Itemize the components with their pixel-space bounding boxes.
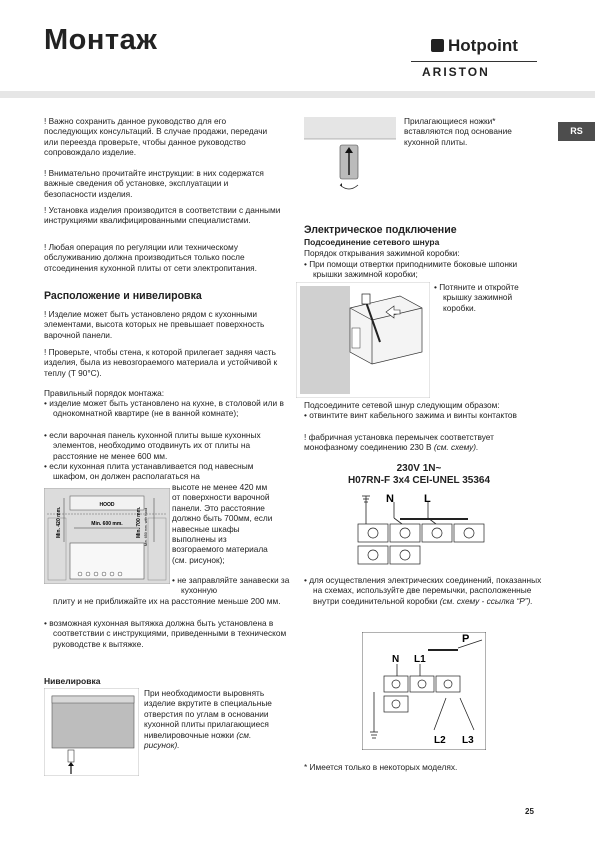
para-keep-manual: ! Важно сохранить данное руководство для его последующих консультаций. В случае продажи, передачи или переезда проверьте, чтобы данное руководство сопровождало изделие.: [44, 116, 268, 158]
language-tab[interactable]: RS: [558, 122, 595, 141]
fig-hood-label: HOOD: [99, 502, 115, 508]
wiring-l1-label: L1: [414, 654, 426, 665]
subtitle-cord: Подсоединение сетевого шнура: [304, 237, 440, 247]
subtitle-leveling: Нивелировка: [44, 676, 101, 686]
fig-min700-label: Min. 700 mm.: [136, 506, 142, 538]
fig-min420-label: Min. 420 mm.: [56, 506, 62, 538]
wiring-n2-label: N: [392, 654, 400, 665]
bullet-screwdriver: • При помощи отвертки приподнимите боковые шпонки крышки зажимной коробки;: [304, 259, 518, 280]
leveling-figure: [44, 688, 139, 776]
wiring-diagram-jumpers: [362, 632, 486, 750]
header-bar: [0, 91, 595, 98]
brand-subname: ARISTON: [422, 65, 490, 79]
bullet-hood: • возможная кухонная вытяжка должна быть установлена в соответствии с инструкциями, приведенными в техническом руководстве к вытяжке.: [44, 618, 287, 649]
para-disconnect: ! Любая операция по регуляции или техническому обслуживанию должна производиться только после отсоединения кухонной плиты от сети электропитания.: [44, 242, 257, 273]
wiring-l-label: L: [424, 493, 431, 505]
para-open-box: Порядок открывания зажимной коробки:: [304, 248, 460, 258]
fig-min600-label: Min. 600 mm.: [91, 521, 123, 527]
legs-figure: [304, 117, 396, 195]
bullet-unscrew: • отвинтите винт кабельного зажима и винты контактов: [304, 410, 517, 420]
para-legs: Прилагающиеся ножки* вставляются под основание кухонной плиты.: [404, 116, 512, 147]
wiring-diagram-single-phase: [348, 488, 498, 572]
jumpers-text: • для осуществления электрических соединений, показанных на схемах, используйте две перемычки, расположенные внутри соединительной коробки: [304, 575, 542, 606]
footnote: * Имеется только в некоторых моделях.: [304, 762, 458, 772]
fig-min650-label: Min. 650 mm. with hood: [144, 507, 148, 546]
factory-text: ! фабричная установка перемычек соответствует монофазному соединению 230 В: [304, 432, 494, 453]
para-leveling: [144, 688, 278, 750]
wiring-l2-label: L2: [434, 735, 446, 746]
bullet-cabinet: • если кухонная плита устанавливается под навесным шкафом, он должен располагаться на: [44, 461, 254, 482]
para-read-instructions: ! Внимательно прочитайте инструкции: в них содержатся важные сведения об установке, эксплуатации и безопасности изделия.: [44, 168, 264, 199]
page-number: 25: [525, 807, 534, 816]
section-title-positioning: Расположение и нивелировка: [44, 290, 202, 302]
para-order: Правильный порядок монтажа:: [44, 388, 165, 398]
bullet-distance: • если варочная панель кухонной плиты выше кухонных элементов, необходимо отодвинуть их от плиты на расстояние не менее 600 мм.: [44, 430, 261, 461]
bullet-jumpers: [304, 575, 543, 606]
para-next-to-units: ! Изделие может быть установлено рядом с кухонными элементами, высота которых не превышает поверхность варочной панели.: [44, 309, 265, 340]
brand-divider: [411, 61, 537, 62]
bullet-pull-cover: • Потяните и откройте крышку зажимной коробки.: [434, 282, 519, 313]
para-cabinet-height: высоте не менее 420 мм от поверхности варочной панели. Это расстояние должно быть 700мм, если навесные шкафы выполнены из возгораемого материала (см. рисунок);: [172, 482, 273, 565]
brand-mark-icon: [431, 39, 444, 52]
brand-name: Hotpoint: [448, 36, 518, 55]
para-curtains-cont: плиту и не приближайте их на расстояние меньше 200 мм.: [53, 596, 281, 606]
bullet-room: • изделие может быть установлено на кухне, в столовой или в однокомнатной квартире (не в ванной комнате);: [44, 398, 284, 419]
installation-figure: [44, 488, 170, 584]
leveling-ref: (см. рисунок).: [144, 729, 252, 751]
wiring-l3-label: L3: [462, 735, 474, 746]
page-title: Монтаж: [44, 24, 158, 56]
wiring-n-label: N: [386, 493, 394, 505]
para-factory-setting: [304, 432, 534, 453]
bullet-curtains: • не заправляйте занавески за кухонную: [172, 575, 290, 596]
cable-label: H07RN-F 3x4 CEI-UNEL 35364: [347, 475, 491, 486]
voltage-label: 230V 1N~: [396, 463, 442, 474]
terminal-box-figure: [296, 282, 430, 398]
brand-logo: [431, 36, 518, 56]
wiring-p-label: P: [462, 633, 470, 645]
factory-ref: (см. схему).: [433, 442, 479, 453]
para-qualified-install: ! Установка изделия производится в соответствии с данными инструкциями квалифицированными специалистами.: [44, 205, 281, 226]
jumpers-ref: (см. схему - ссылка “P”).: [439, 595, 533, 606]
leveling-text: При необходимости выровнять изделие вкрутите в специальные отверстия по углам в основании кухонной плиты прилагающиеся нивелировочные ножки: [144, 688, 272, 740]
section-title-electrical: Электрическое подключение: [304, 224, 457, 236]
para-connect: Подсоедините сетевой шнур следующим образом:: [304, 400, 500, 410]
para-wall-check: ! Проверьте, чтобы стена, к которой прилегает задняя часть изделия, была из невозгораемого материала и устойчивой к теплу (T 90°C).: [44, 347, 278, 378]
